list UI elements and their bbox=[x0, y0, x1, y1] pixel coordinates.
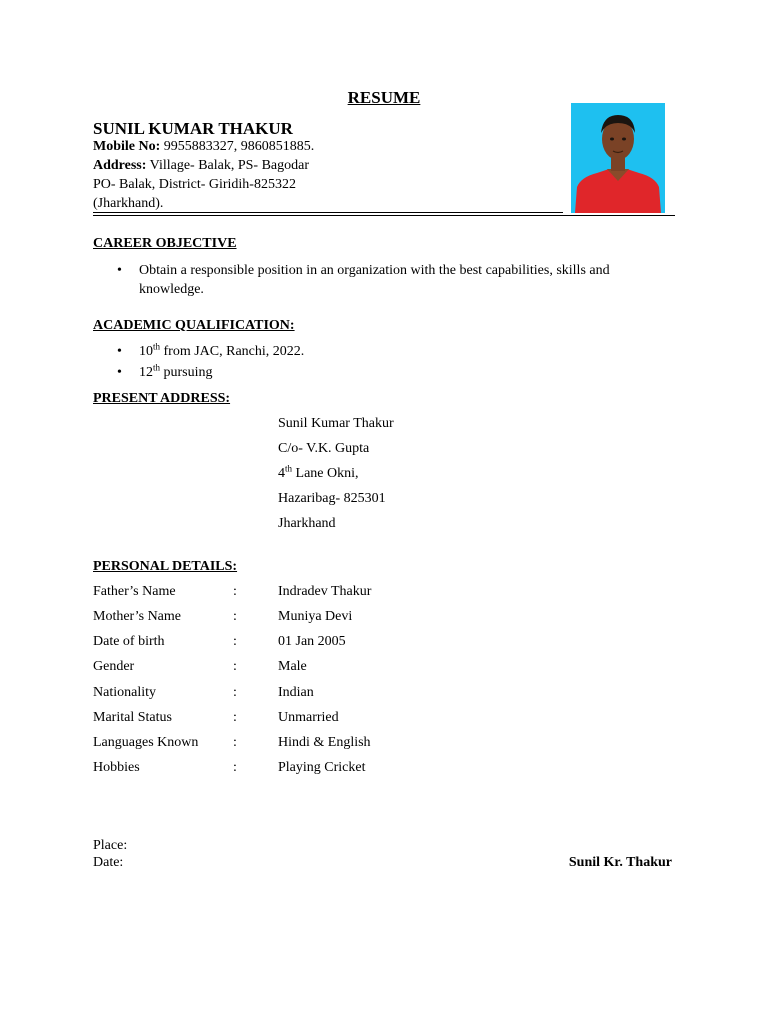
pd-colon: : bbox=[233, 659, 237, 674]
pd-label-languages: Languages Known bbox=[93, 735, 199, 750]
bullet-icon: • bbox=[117, 263, 122, 278]
mobile-label: Mobile No: bbox=[93, 139, 161, 154]
pd-value-gender: Male bbox=[278, 659, 307, 674]
pd-colon: : bbox=[233, 609, 237, 624]
address-line-1 bbox=[93, 158, 309, 174]
pd-label-mother: Mother’s Name bbox=[93, 609, 181, 624]
candidate-name: SUNIL KUMAR THAKUR bbox=[93, 119, 293, 138]
present-address-heading: PRESENT ADDRESS: bbox=[93, 391, 231, 406]
present-address-line-1: Sunil Kumar Thakur bbox=[278, 416, 394, 431]
career-objective-text-1: Obtain a responsible position in an organization with the best capabilities, skills and bbox=[139, 263, 610, 278]
pd-value-father: Indradev Thakur bbox=[278, 584, 372, 599]
signature-name: Sunil Kr. Thakur bbox=[568, 855, 672, 870]
pd-label-father: Father’s Name bbox=[93, 584, 176, 599]
career-objective-heading: CAREER OBJECTIVE bbox=[93, 236, 237, 251]
present-address-line-4: Hazaribag- 825301 bbox=[278, 491, 386, 506]
academic-item-10th: 10th from JAC, Ranchi, 2022. bbox=[139, 341, 305, 359]
pd-colon: : bbox=[233, 685, 237, 700]
mobile-line bbox=[93, 139, 314, 155]
pd-colon: : bbox=[233, 710, 237, 725]
pd-colon: : bbox=[233, 634, 237, 649]
resume-title: RESUME bbox=[347, 88, 421, 107]
pd-label-marital: Marital Status bbox=[93, 710, 172, 725]
pd-value-nationality: Indian bbox=[278, 685, 314, 700]
address-label: Address: bbox=[93, 158, 147, 173]
place-label: Place: bbox=[93, 838, 128, 853]
pd-value-hobbies: Playing Cricket bbox=[278, 760, 366, 775]
pd-value-mother: Muniya Devi bbox=[278, 609, 353, 624]
pd-label-gender: Gender bbox=[93, 659, 135, 674]
bullet-icon: • bbox=[117, 344, 122, 359]
pd-colon: : bbox=[233, 584, 237, 599]
present-address-line-5: Jharkhand bbox=[278, 516, 336, 531]
academic-item-12th: 12th pursuing bbox=[139, 362, 213, 380]
pd-value-marital: Unmarried bbox=[278, 710, 339, 725]
profile-photo-image bbox=[571, 103, 665, 213]
mobile-value: 9955883327, 9860851885. bbox=[160, 139, 315, 154]
pd-label-hobbies: Hobbies bbox=[93, 760, 140, 775]
present-address-line-2: C/o- V.K. Gupta bbox=[278, 441, 370, 456]
personal-details-heading: PERSONAL DETAILS: bbox=[93, 559, 238, 574]
header-divider-double bbox=[93, 215, 675, 216]
academic-heading: ACADEMIC QUALIFICATION: bbox=[93, 318, 295, 333]
career-objective-text-2: knowledge. bbox=[139, 282, 204, 297]
date-label: Date: bbox=[93, 855, 124, 870]
pd-value-languages: Hindi & English bbox=[278, 735, 371, 750]
bullet-icon: • bbox=[117, 365, 122, 380]
present-address-line-3: 4th Lane Okni, bbox=[278, 463, 359, 481]
header-divider bbox=[93, 212, 563, 213]
pd-label-dob: Date of birth bbox=[93, 634, 165, 649]
address-value-1: Village- Balak, PS- Bagodar bbox=[146, 158, 310, 173]
address-line-3: (Jharkhand). bbox=[93, 196, 164, 211]
pd-colon: : bbox=[233, 760, 237, 775]
address-line-2: PO- Balak, District- Giridih-825322 bbox=[93, 177, 296, 192]
pd-value-dob: 01 Jan 2005 bbox=[278, 634, 346, 649]
pd-label-nationality: Nationality bbox=[93, 685, 156, 700]
profile-photo bbox=[571, 103, 665, 213]
pd-colon: : bbox=[233, 735, 237, 750]
